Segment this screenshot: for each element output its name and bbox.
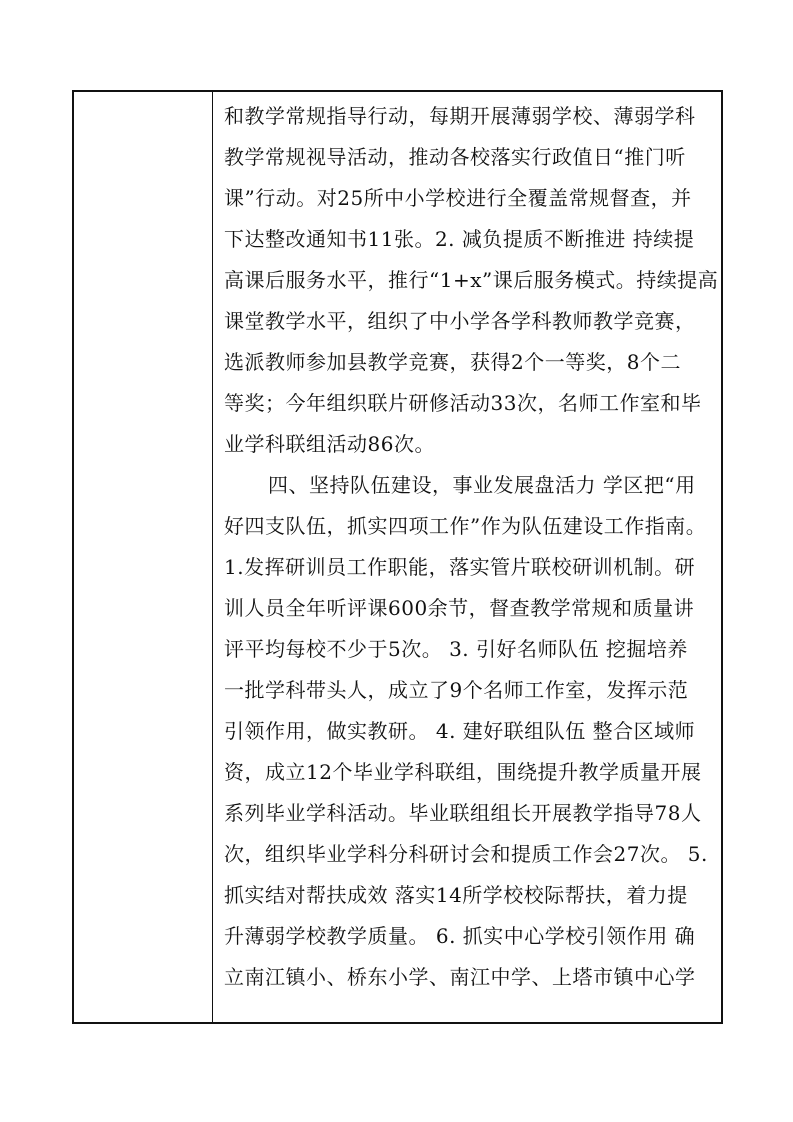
report-table bbox=[72, 90, 723, 1024]
text-line: 高课后服务水平，推行“1+x”课后服务模式。持续提高 bbox=[224, 268, 719, 292]
text-line: 一批学科带头人，成立了9个名师工作室，发挥示范 bbox=[224, 678, 689, 702]
text-line: 下达整改通知书11张。2. 减负提质不断推进 持续提 bbox=[224, 227, 695, 251]
text-line: 资，成立12个毕业学科联组，围绕提升教学质量开展 bbox=[224, 760, 702, 784]
text-line: 升薄弱学校教学质量。 6. 抓实中心学校引领作用 确 bbox=[224, 924, 696, 948]
text-line: 训人员全年听评课600余节，督查教学常规和质量讲 bbox=[224, 596, 695, 620]
text-line: 好四支队伍，抓实四项工作”作为队伍建设工作指南。 bbox=[224, 514, 707, 538]
text-line: 立南江镇小、桥东小学、南江中学、上塔市镇中心学 bbox=[224, 965, 696, 989]
text-line: 系列毕业学科活动。毕业联组组长开展教学指导78人 bbox=[224, 801, 702, 825]
text-line: 次，组织毕业学科分科研讨会和提质工作会27次。 5. bbox=[224, 842, 708, 866]
label-cell bbox=[74, 92, 212, 1022]
text-line: 教学常规视导活动，推动各校落实行政值日“推门听 bbox=[224, 145, 686, 169]
section-heading-line: 四、坚持队伍建设，事业发展盘活力 学区把“用 bbox=[268, 473, 696, 497]
text-line: 课”行动。对25所中小学校进行全覆盖常规督查，并 bbox=[224, 186, 692, 210]
text-line: 评平均每校不少于5次。 3. 引好名师队伍 挖掘培养 bbox=[224, 637, 688, 661]
text-line: 选派教师参加县教学竞赛，获得2个一等奖，8个二 bbox=[224, 350, 681, 374]
column-divider bbox=[212, 92, 213, 1022]
text-line: 引领作用，做实教研。 4. 建好联组队伍 整合区域师 bbox=[224, 719, 696, 743]
text-line: 和教学常规指导行动，每期开展薄弱学校、薄弱学科 bbox=[224, 104, 696, 128]
text-line: 等奖；今年组织联片研修活动33次，名师工作室和毕 bbox=[224, 391, 702, 415]
text-line: 1.发挥研训员工作职能，落实管片联校研训机制。研 bbox=[224, 555, 696, 579]
text-line: 抓实结对帮扶成效 落实14所学校校际帮扶，着力提 bbox=[224, 883, 688, 907]
text-line: 业学科联组活动86次。 bbox=[224, 432, 435, 456]
text-line: 课堂教学水平，组织了中小学各学科教师教学竞赛， bbox=[224, 309, 696, 333]
content-cell bbox=[224, 96, 718, 998]
